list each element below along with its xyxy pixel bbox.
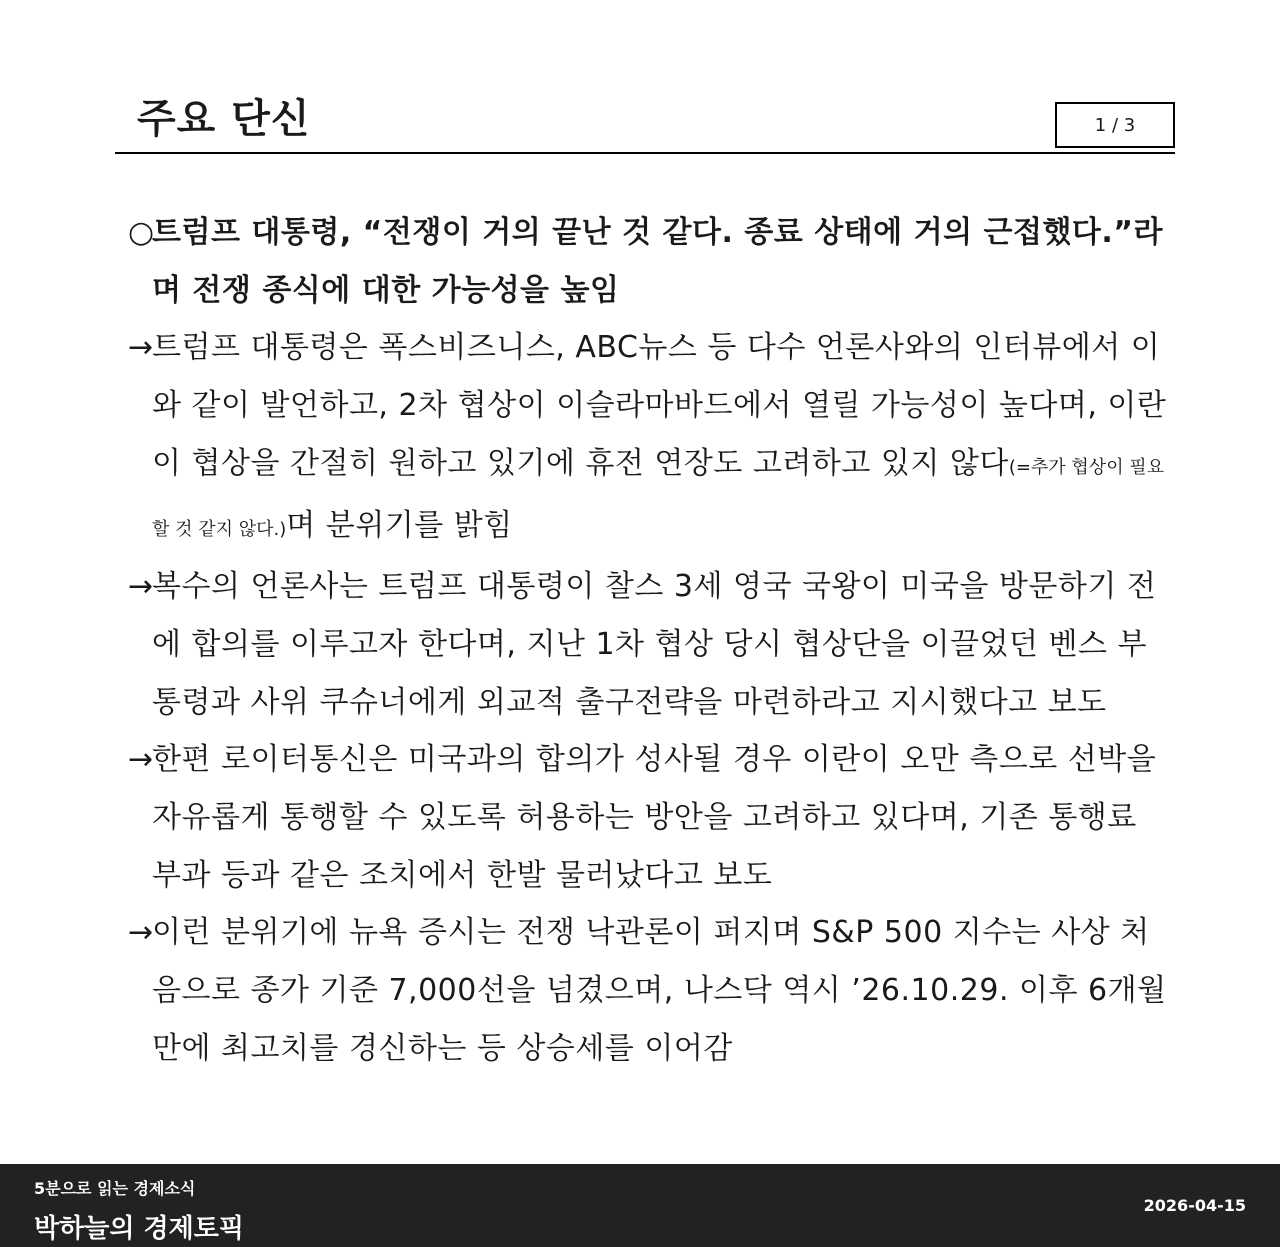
- list-item-text-main: 트럼프 대통령은 폭스비즈니스, ABC뉴스 등 다수 언론사와의 인터뷰에서 이와 같이 발언하고, 2차 협상이 이슬라마바드에서 열릴 가능성이 높다며, 이란이 협상을 간절히 원하고 있기에 휴전 연장도 고려하고 있지 않다: [152, 330, 1167, 481]
- page-header: [115, 92, 1175, 154]
- headline-text: 트럼프 대통령, “전쟁이 거의 끝난 것 같다. 종료 상태에 거의 근접했다.”라며 전쟁 종식에 대한 가능성을 높임: [152, 215, 1164, 308]
- footer-bar: [0, 1164, 1280, 1247]
- list-item: [128, 904, 1173, 1077]
- news-content: [128, 204, 1173, 1078]
- footer-title: 박하늘의 경제토픽: [34, 1214, 244, 1244]
- arrow-right-icon: →: [128, 742, 154, 778]
- circle-bullet-icon: ○: [128, 215, 155, 250]
- list-item-note: (=추가 협상이 필요할 것 같지 않다.): [152, 456, 1165, 540]
- arrow-right-icon: →: [128, 569, 154, 605]
- list-item: [128, 731, 1173, 904]
- list-item: [128, 558, 1173, 731]
- list-item: [128, 319, 1173, 558]
- list-item-text-after: 며 분위기를 밝힘: [286, 507, 513, 543]
- list-item-text: 이런 분위기에 뉴욕 증시는 전쟁 낙관론이 퍼지며 S&P 500 지수는 사상 처음으로 종가 기준 7,000선을 넘겼으며, 나스닥 역시 ’26.10.29. 이후 6개월 만에 최고치를 경신하는 등 상승세를 이어감: [152, 915, 1167, 1066]
- footer-date: 2026-04-15: [1143, 1196, 1246, 1215]
- page-indicator: 1 / 3: [1055, 102, 1175, 148]
- arrow-right-icon: →: [128, 915, 154, 951]
- page-title: 주요 단신: [137, 96, 311, 142]
- footer-subtitle: 5분으로 읽는 경제소식: [34, 1179, 196, 1198]
- arrow-right-icon: →: [128, 330, 154, 366]
- headline: [128, 204, 1173, 319]
- list-item-text: [152, 319, 1173, 558]
- list-item-text: 한편 로이터통신은 미국과의 합의가 성사될 경우 이란이 오만 측으로 선박을 자유롭게 통행할 수 있도록 허용하는 방안을 고려하고 있다며, 기존 통행료 부과 등과 같은 조치에서 한발 물러났다고 보도: [152, 742, 1157, 893]
- list-item-text: 복수의 언론사는 트럼프 대통령이 찰스 3세 영국 국왕이 미국을 방문하기 전에 합의를 이루고자 한다며, 지난 1차 협상 당시 협상단을 이끌었던 벤스 부통령과 사위 쿠슈너에게 외교적 출구전략을 마련하라고 지시했다고 보도: [152, 569, 1157, 720]
